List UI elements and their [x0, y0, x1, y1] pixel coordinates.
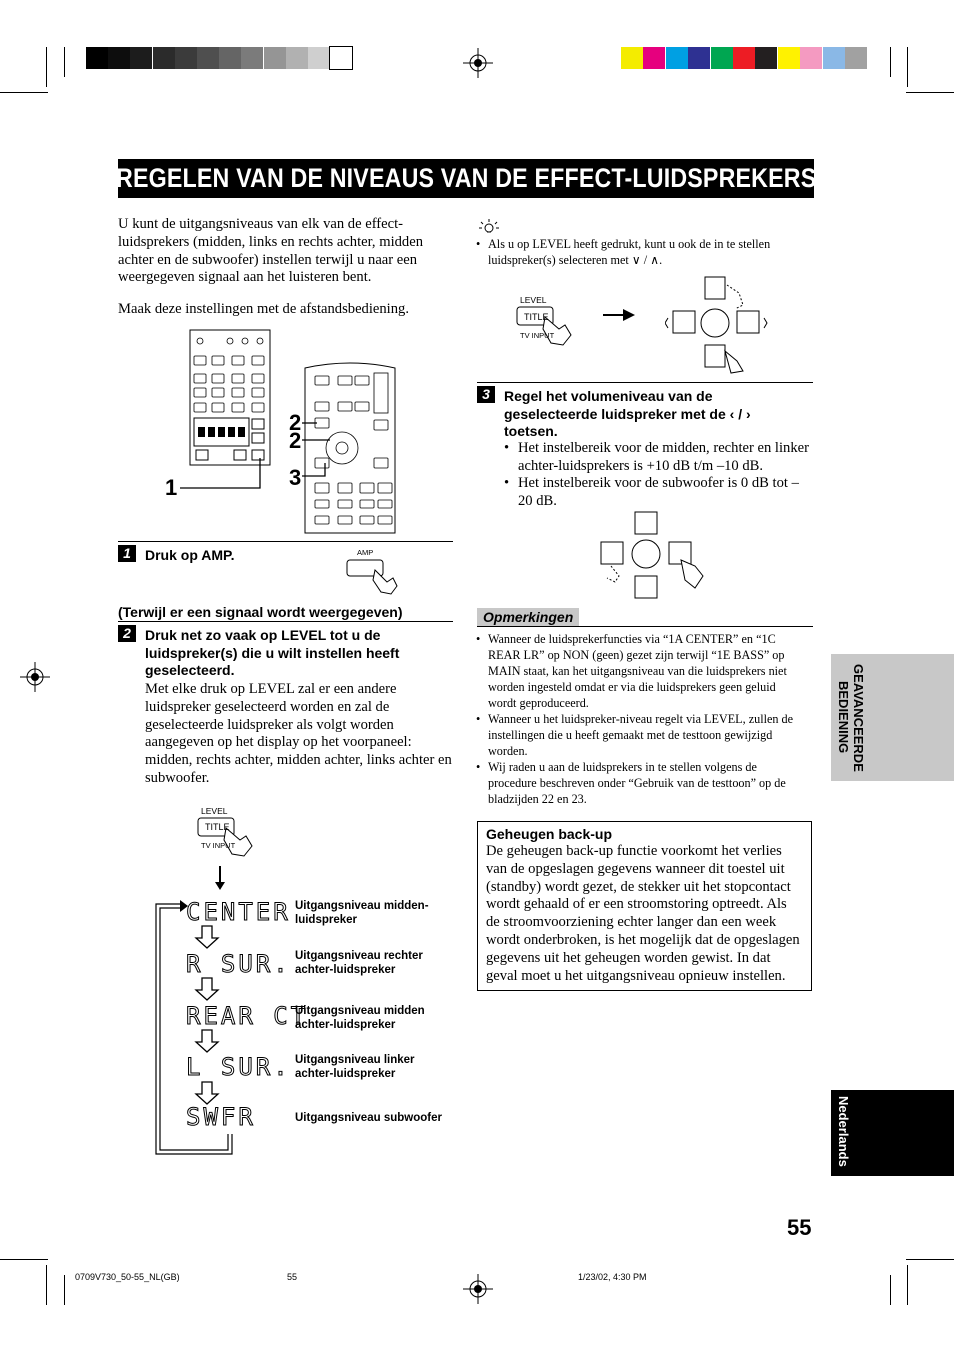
gray-swatch [130, 47, 152, 69]
intro-paragraph: U kunt de uitgangsniveaus van elk van de effect-luidsprekers (midden, links en rechts achter, midden achter en de subwoofer) instellen terwijl u naar een weergegeven signaal aan het luisteren bent. [118, 216, 423, 286]
page-title [115, 159, 817, 198]
display-l-sur: L SUR. [186, 1053, 291, 1081]
step-divider [118, 541, 453, 542]
crop-mark [907, 1265, 908, 1305]
tip-title-label: TITLE [524, 312, 549, 322]
gray-swatch [86, 47, 108, 69]
tv-input-label: TV INPUT [201, 841, 236, 850]
intro-instruction: Maak deze instellingen met de afstandsbediening. [118, 301, 409, 317]
tip-cursor-pad-icon [665, 275, 775, 375]
gray-swatch [108, 47, 130, 69]
gray-swatch [330, 47, 352, 69]
sequence-label-center: Uitgangsniveau midden-luidspreker [295, 900, 429, 926]
remote-control-illustration [160, 328, 410, 538]
lightbulb-icon [478, 218, 500, 236]
tip-text: • Als u op LEVEL heeft gedrukt, kunt u ook de in te stellen luidspreker(s) selecteren met ∨ / ∧. [476, 236, 808, 268]
crop-mark [64, 1275, 65, 1305]
step-divider [477, 382, 813, 383]
crop-mark [890, 1275, 891, 1305]
notes-heading-text: Opmerkingen [483, 609, 574, 625]
crop-mark [46, 47, 47, 87]
crop-mark [64, 47, 65, 77]
crop-mark [0, 1259, 48, 1260]
sequence-label-rear-ct: Uitgangsniveau midden achter-luidspreker [295, 1005, 425, 1031]
gray-swatch [153, 47, 175, 69]
color-swatch [800, 47, 822, 69]
footer-date: 1/23/02, 4:30 PM [578, 1272, 647, 1282]
notes-list [476, 631, 806, 807]
registration-mark-icon [20, 662, 50, 692]
footer-file: 0709V730_50-55_NL(GB) [75, 1272, 180, 1282]
step3-cursor-pad-icon [597, 508, 715, 608]
step3-bullets [504, 440, 812, 510]
display-center: CENTER [186, 898, 291, 926]
level-label: LEVEL [201, 806, 228, 816]
sequence-label-swfr: Uitgangsniveau subwoofer [295, 1112, 442, 1124]
gray-swatch [264, 47, 286, 69]
registration-mark-icon [463, 1274, 493, 1304]
step1-heading: Druk op AMP. [145, 547, 235, 563]
gray-swatch [175, 47, 197, 69]
step3-bullet: • Het instelbereik voor de midden, rechter en linker achter-luidsprekers is +10 dB t/m –10 dB. [504, 440, 812, 475]
step-number-2: 2 [118, 625, 136, 642]
language-tab-label: Nederlands [836, 1096, 851, 1167]
crop-mark [890, 47, 891, 77]
step-number-3: 3 [477, 386, 495, 403]
crop-mark [46, 1265, 47, 1305]
sequence-label-l-sur: Uitgangsniveau linker achter-luidspreker [295, 1054, 415, 1080]
section-tab [831, 654, 954, 781]
tip-level-label: LEVEL [520, 295, 547, 305]
step3-heading: Regel het volumeniveau van de geselecteerde luidspreker met de ‹ / › toetsen. [504, 388, 751, 439]
gray-swatch [197, 47, 219, 69]
amp-button-press-icon [345, 556, 405, 596]
step-number-1: 1 [118, 545, 136, 562]
display-swfr: SWFR [186, 1103, 256, 1131]
callout-number-2a: 2 [289, 410, 302, 435]
footer-page: 55 [287, 1272, 298, 1282]
callout-number-2b: 2 [289, 428, 302, 453]
color-swatch [823, 47, 845, 69]
display-rear-ct: REAR CT [186, 1002, 309, 1030]
crop-mark [906, 1259, 954, 1260]
display-r-sur: R SUR. [186, 950, 291, 978]
color-swatch [688, 47, 710, 69]
title-button-label: TITLE [205, 822, 230, 832]
color-swatch [666, 47, 688, 69]
color-swatch [643, 47, 665, 69]
gray-swatch [219, 47, 241, 69]
gray-swatch [308, 47, 330, 69]
amp-button-label: AMP [357, 548, 374, 557]
note-item: • Wanneer u het luidspreker-niveau regelt via LEVEL, zullen de instellingen die u heeft gemaakt met de testtoon gewijzigd worden. [476, 711, 806, 759]
notes-heading [477, 608, 579, 626]
language-tab [831, 1090, 954, 1176]
gray-swatch [241, 47, 263, 69]
page-number: 55 [787, 1215, 812, 1240]
backup-heading: Geheugen back-up [486, 826, 613, 842]
color-swatch [778, 47, 800, 69]
note-item: • Wij raden u aan de luidsprekers in te stellen volgens de procedure beschreven onder “Gebruik van de testtoon” op de bladzijden 22 en 23. [476, 759, 806, 807]
sequence-label-r-sur: Uitgangsniveau rechter achter-luidspreker [295, 950, 423, 976]
step-divider [118, 621, 453, 622]
color-swatch [733, 47, 755, 69]
step2-heading: Druk net zo vaak op LEVEL tot u de luidspreker(s) die u wilt instellen heeft geselecteerd. [145, 627, 400, 678]
callout-number-3: 3 [289, 465, 302, 490]
crop-mark [906, 92, 954, 93]
gray-swatch [286, 47, 308, 69]
registration-mark-icon [463, 48, 493, 78]
section-tab-label: GEAVANCEERDE BEDIENING [836, 663, 866, 772]
memory-backup-box [477, 821, 812, 991]
step2-body: Met elke druk op LEVEL zal er een andere luidspreker geselecteerd worden en zal de geselecteerde luidspreker als volgt worden aangegeven op het display op het voorpaneel: midden, rechts achter, midden achter, links achter en subwoofer. [145, 681, 452, 786]
color-swatch [845, 47, 867, 69]
color-swatch [755, 47, 777, 69]
tip-tv-input-label: TV INPUT [520, 331, 555, 340]
page-title-text: REGELEN VAN DE NIVEAUS VAN DE EFFECT-LUIDSPREKERS [115, 163, 817, 193]
signal-condition: (Terwijl er een signaal wordt weergegeven) [118, 604, 403, 620]
color-swatch [711, 47, 733, 69]
backup-text: De geheugen back-up functie voorkomt het verlies van de opgeslagen gegevens wanneer dit toestel uit (standby) wordt gezet, de stekker uit het stopcontact wordt gehaald of er een stroomstoring optreedt. Als de stroomvoorziening echter langer dan een week wordt onderbroken, is het mogelijk dat de opgeslagen gegevens uit het geheugen worden gewist. In dat geval moet u het uitgangsniveau opnieuw instellen. [486, 843, 800, 984]
crop-mark [907, 47, 908, 87]
callout-number-1: 1 [165, 475, 178, 500]
note-item: • Wanneer de luidsprekerfuncties via “1A CENTER” en “1C REAR LR” op NON (geen) gezet zijn terwijl “1E BASS” op MAIN staat, kan het uitgangsniveau van die luidsprekers niet worden ingesteld omdat er via die luidsprekers geen geluid wordt geproduceerd. [476, 631, 806, 711]
arrow-right-icon [603, 308, 635, 322]
notes-divider [477, 626, 813, 627]
crop-mark [0, 92, 48, 93]
color-swatch [621, 47, 643, 69]
step3-bullet: • Het instelbereik voor de subwoofer is 0 dB tot –20 dB. [504, 475, 812, 510]
